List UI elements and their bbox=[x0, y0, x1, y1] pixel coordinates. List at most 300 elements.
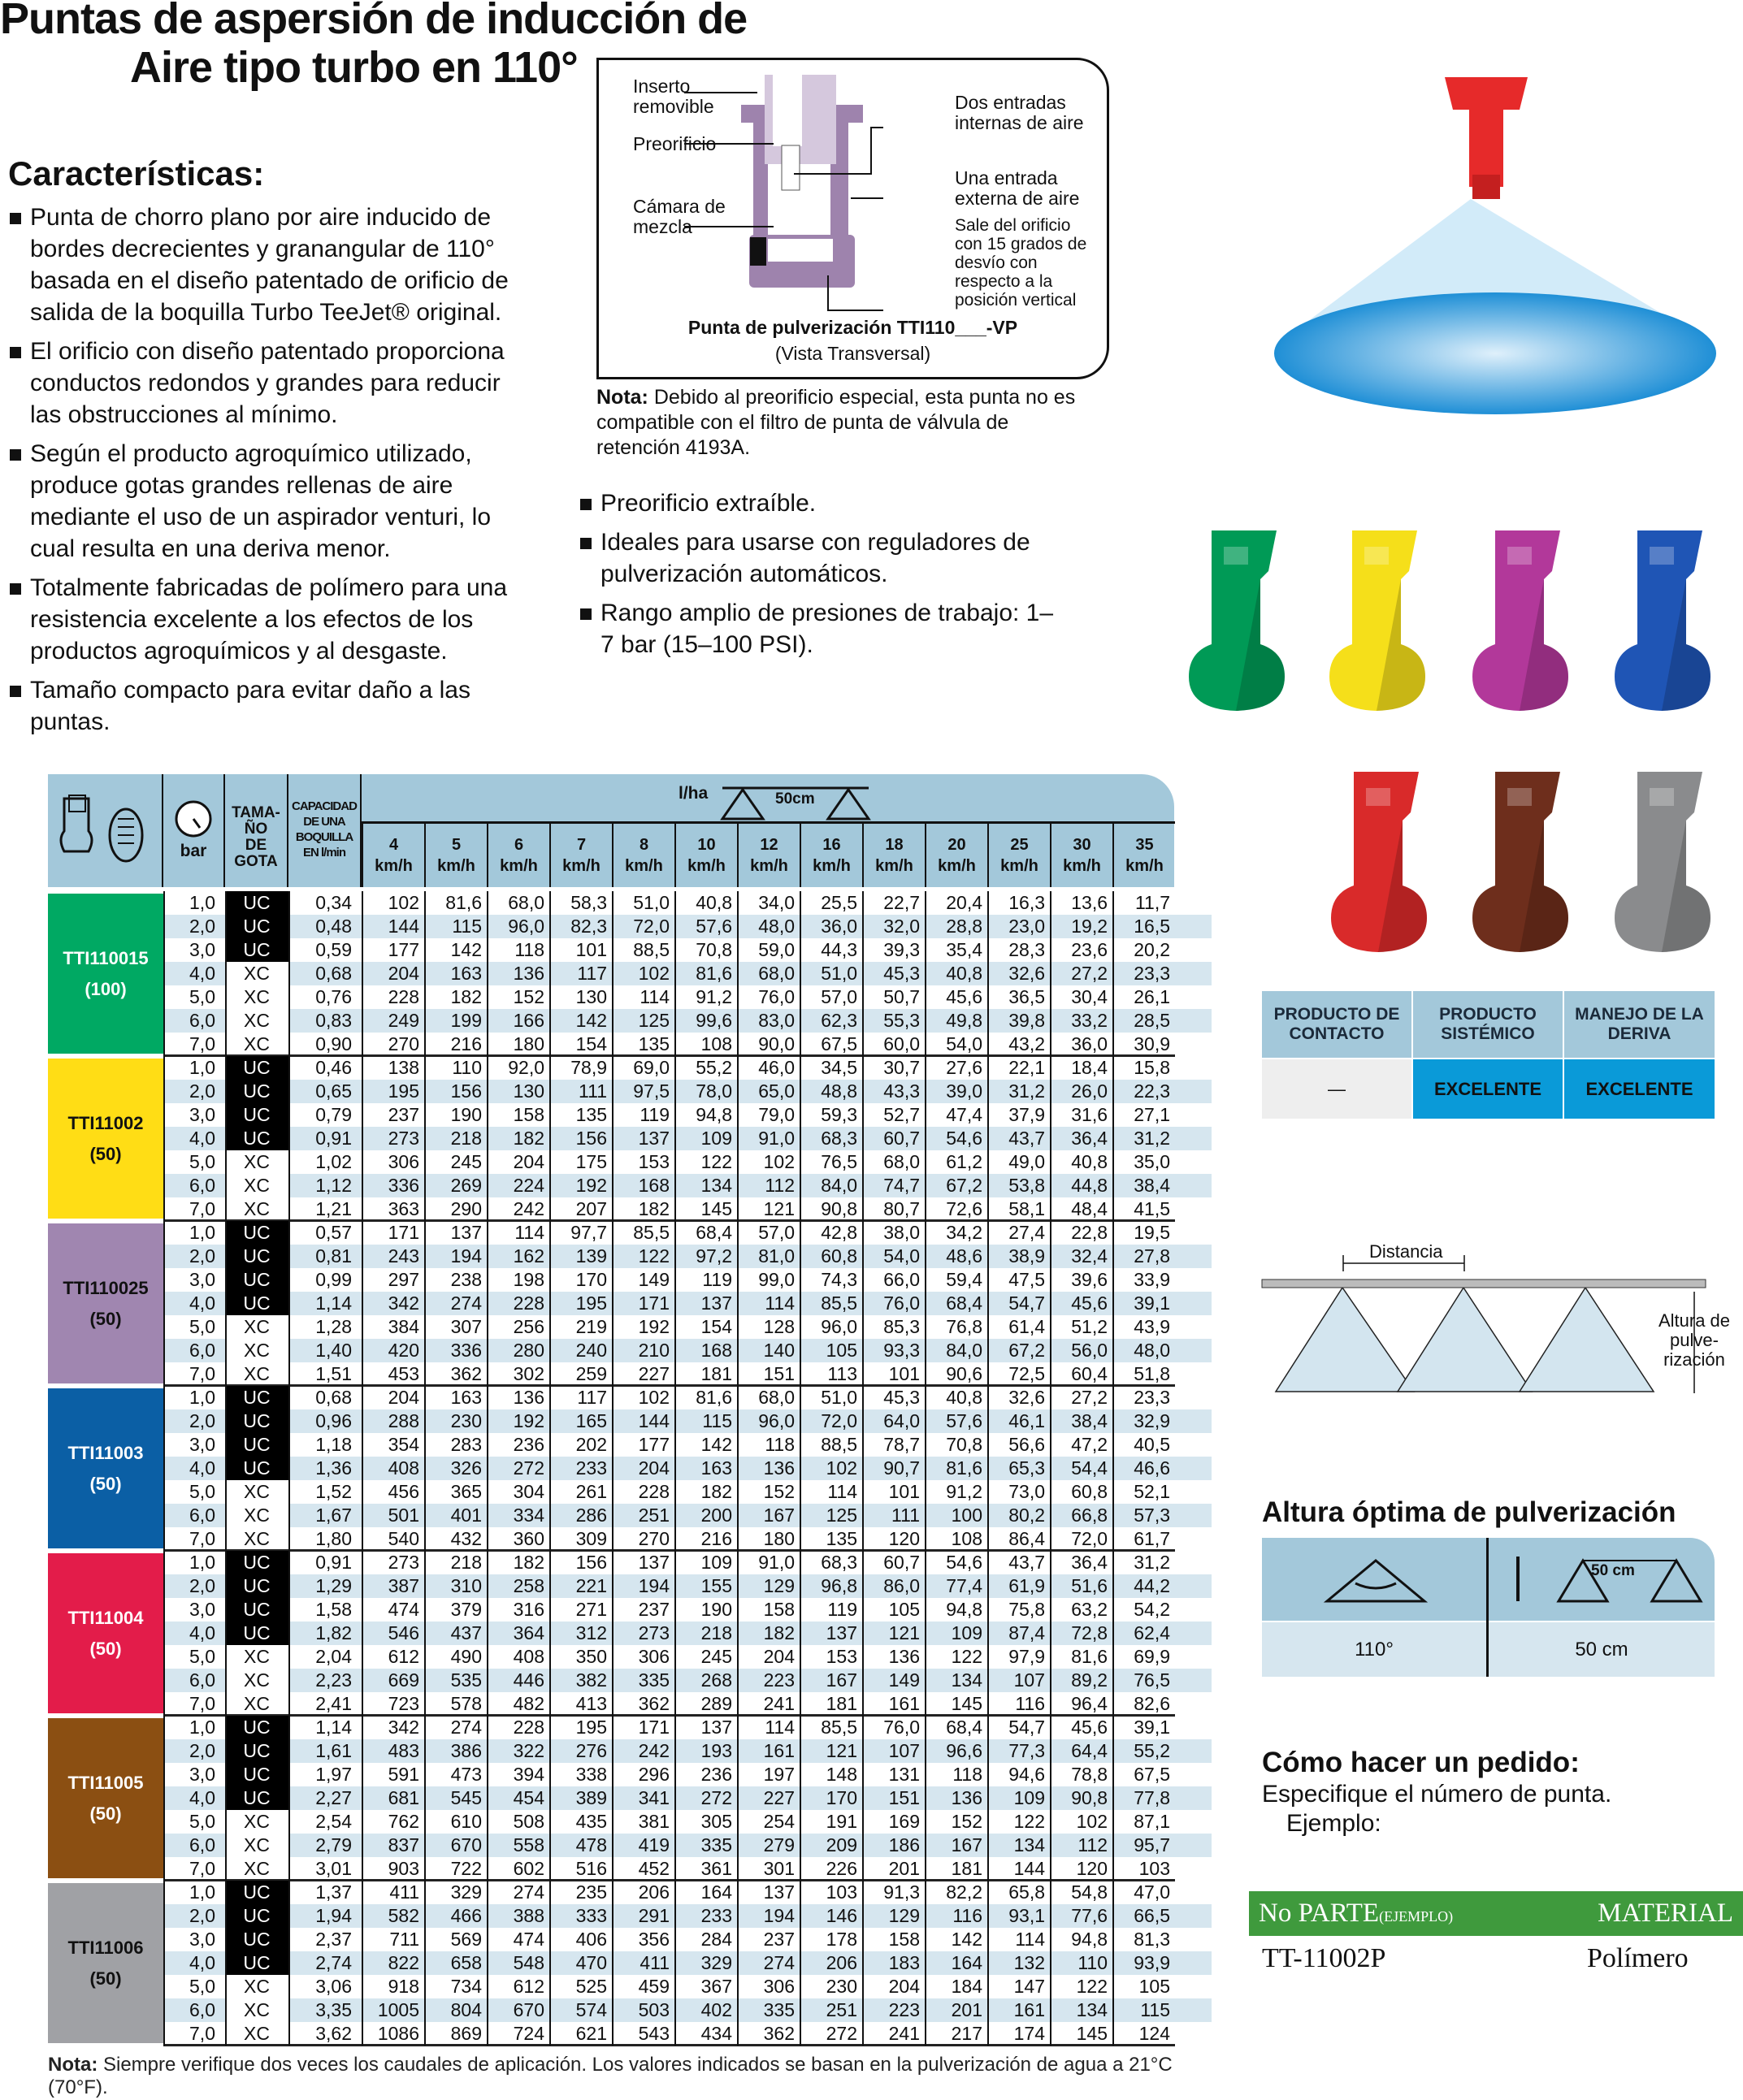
rate-cell: 243 bbox=[388, 1245, 419, 1266]
capacity-cell: 0,68 bbox=[315, 1387, 352, 1408]
speed-value: 16 bbox=[822, 836, 841, 854]
speed-value: 8 bbox=[639, 836, 649, 854]
rate-cell: 85,5 bbox=[821, 1292, 857, 1314]
rate-cell: 94,8 bbox=[946, 1599, 982, 1620]
capacity-cell: 1,40 bbox=[315, 1340, 352, 1361]
rate-cell: 156 bbox=[450, 1080, 482, 1102]
rate-cell: 103 bbox=[826, 1881, 857, 1903]
rate-cell: 1005 bbox=[377, 1999, 419, 2020]
nozzle-label-TTI11005 bbox=[48, 1718, 163, 1878]
rate-cell: 43,9 bbox=[1134, 1316, 1170, 1337]
rate-cell: 112 bbox=[765, 1175, 795, 1196]
page-title-line1: Puntas de aspersión de inducción de bbox=[0, 0, 748, 43]
rate-cell: 80,2 bbox=[1008, 1505, 1045, 1526]
drop-size-cell: XC bbox=[225, 1975, 288, 1998]
capacity-cell: 0,57 bbox=[315, 1222, 352, 1243]
rate-cell: 45,3 bbox=[883, 1387, 920, 1408]
drop-size-cell: UC bbox=[225, 1928, 288, 1951]
rate-cell: 206 bbox=[638, 1881, 670, 1903]
rate-cell: 89,2 bbox=[1071, 1669, 1108, 1691]
optimal-height-header bbox=[1262, 1538, 1715, 1621]
speed-value: 5 bbox=[451, 836, 462, 854]
rate-cell: 408 bbox=[513, 1646, 544, 1667]
capacity-cell: 3,62 bbox=[315, 2023, 352, 2044]
rate-cell: 77,6 bbox=[1071, 1905, 1108, 1926]
rate-cell: 13,6 bbox=[1071, 892, 1108, 913]
pressure-cell: 4,0 bbox=[189, 1457, 215, 1479]
rate-cell: 301 bbox=[763, 1858, 795, 1879]
rate-cell: 658 bbox=[450, 1952, 482, 1973]
pressure-cell: 6,0 bbox=[189, 1999, 215, 2020]
rate-cell: 114 bbox=[1015, 1929, 1045, 1950]
rate-cell: 182 bbox=[700, 1481, 732, 1502]
rate-cell: 96,8 bbox=[821, 1575, 857, 1596]
capacity-cell: 1,21 bbox=[315, 1198, 352, 1219]
rate-cell: 201 bbox=[951, 1999, 982, 2020]
rate-cell: 11,7 bbox=[1134, 892, 1170, 913]
rate-cell: 96,0 bbox=[758, 1410, 795, 1431]
rate-cell: 204 bbox=[513, 1151, 544, 1172]
rate-cell: 804 bbox=[450, 1999, 482, 2020]
rate-cell: 558 bbox=[513, 1834, 544, 1855]
drop-size-cell: UC bbox=[225, 1763, 288, 1786]
rate-cell: 268 bbox=[700, 1669, 732, 1691]
speed-header bbox=[1050, 823, 1112, 887]
rate-cell: 363 bbox=[388, 1198, 419, 1219]
rate-cell: 734 bbox=[450, 1976, 482, 1997]
rate-cell: 101 bbox=[888, 1363, 920, 1384]
drop-size-cell: XC bbox=[225, 1504, 288, 1527]
rate-cell: 237 bbox=[388, 1104, 419, 1125]
rate-cell: 411 bbox=[389, 1881, 419, 1903]
rate-cell: 23,3 bbox=[1134, 1387, 1170, 1408]
rate-cell: 164 bbox=[951, 1952, 982, 1973]
spray-angle-icon bbox=[1319, 1552, 1433, 1609]
rate-cell: 209 bbox=[826, 1834, 857, 1855]
rate-cell: 70,8 bbox=[946, 1434, 982, 1455]
capacity-cell: 3,35 bbox=[315, 1999, 352, 2020]
rate-cell: 364 bbox=[513, 1622, 544, 1643]
optimal-height-values bbox=[1262, 1622, 1715, 1677]
rate-cell: 145 bbox=[1076, 2023, 1108, 2044]
feature-item: Punta de chorro plano por aire inducido de bordes decrecientes y granangular de 110° basada en el diseño patentado de orificio de salida de la boquilla Turbo TeeJet® original. bbox=[8, 201, 528, 328]
rate-cell: 271 bbox=[575, 1599, 607, 1620]
rate-cell: 68,0 bbox=[758, 963, 795, 984]
rate-cell: 470 bbox=[575, 1952, 607, 1973]
rate-cell: 115 bbox=[1140, 1999, 1170, 2020]
label-chamber: Cámara de mezcla bbox=[633, 196, 726, 237]
rate-cell: 118 bbox=[765, 1434, 795, 1455]
rate-cell: 81,3 bbox=[1134, 1929, 1170, 1950]
rate-cell: 388 bbox=[513, 1905, 544, 1926]
pressure-cell: 2,0 bbox=[189, 1905, 215, 1926]
speed-value: 25 bbox=[1010, 836, 1029, 854]
rate-cell: 670 bbox=[513, 1999, 544, 2020]
rate-cell: 60,7 bbox=[883, 1128, 920, 1149]
rate-cell: 362 bbox=[450, 1363, 482, 1384]
rate-cell: 280 bbox=[513, 1340, 544, 1361]
rate-cell: 288 bbox=[388, 1410, 419, 1431]
pressure-cell: 1,0 bbox=[189, 1387, 215, 1408]
rate-cell: 182 bbox=[450, 986, 482, 1007]
rate-cell: 51,2 bbox=[1071, 1316, 1108, 1337]
rate-cell: 274 bbox=[513, 1881, 544, 1903]
rate-cell: 48,0 bbox=[758, 916, 795, 937]
rate-cell: 210 bbox=[638, 1340, 670, 1361]
rate-cell: 27,8 bbox=[1134, 1245, 1170, 1266]
rate-cell: 32,6 bbox=[1008, 1387, 1045, 1408]
rate-cell: 238 bbox=[450, 1269, 482, 1290]
rate-cell: 37,9 bbox=[1008, 1104, 1045, 1125]
rate-cell: 163 bbox=[700, 1457, 732, 1479]
rate-cell: 69,9 bbox=[1134, 1646, 1170, 1667]
rate-cell: 333 bbox=[575, 1905, 607, 1926]
rate-cell: 102 bbox=[826, 1457, 857, 1479]
rate-cell: 36,5 bbox=[1008, 986, 1045, 1007]
capacity-cell: 1,80 bbox=[315, 1528, 352, 1549]
height-label: Altura de pulve-rización bbox=[1658, 1310, 1731, 1370]
rate-cell: 190 bbox=[450, 1104, 482, 1125]
rate-cell: 61,4 bbox=[1008, 1316, 1045, 1337]
rate-cell: 94,8 bbox=[696, 1104, 732, 1125]
drop-size-cell: UC bbox=[225, 1292, 288, 1315]
rate-cell: 218 bbox=[700, 1622, 732, 1643]
speed-header bbox=[737, 823, 800, 887]
rate-cell: 74,7 bbox=[883, 1175, 920, 1196]
rate-cell: 153 bbox=[826, 1646, 857, 1667]
nozzle-mesh: (50) bbox=[89, 1473, 122, 1494]
lha-header: l/ha bbox=[679, 784, 709, 803]
rate-cell: 156 bbox=[575, 1552, 607, 1573]
rate-cell: 256 bbox=[513, 1316, 544, 1337]
speed-unit: km/h bbox=[687, 857, 726, 875]
rate-cell: 76,0 bbox=[883, 1292, 920, 1314]
rate-cell: 466 bbox=[450, 1905, 482, 1926]
rate-cell: 31,2 bbox=[1008, 1080, 1045, 1102]
rate-cell: 198 bbox=[513, 1269, 544, 1290]
rating-value-systemic: EXCELENTE bbox=[1413, 1059, 1563, 1119]
capacity-cell: 1,61 bbox=[315, 1740, 352, 1761]
rating-header-contact: PRODUCTO DE CONTACTO bbox=[1262, 991, 1411, 1058]
rate-cell: 456 bbox=[388, 1481, 419, 1502]
rate-cell: 72,0 bbox=[821, 1410, 857, 1431]
rate-cell: 297 bbox=[388, 1269, 419, 1290]
nozzle-product-image bbox=[1179, 522, 1293, 717]
speed-header bbox=[925, 823, 987, 887]
rate-cell: 918 bbox=[388, 1976, 419, 1997]
rate-cell: 621 bbox=[575, 2023, 607, 2044]
drop-size-cell: UC bbox=[225, 1103, 288, 1127]
rate-cell: 335 bbox=[700, 1834, 732, 1855]
capacity-cell: 2,37 bbox=[315, 1929, 352, 1950]
pressure-cell: 2,0 bbox=[189, 1245, 215, 1266]
rate-cell: 27,1 bbox=[1134, 1104, 1170, 1125]
pressure-cell: 1,0 bbox=[189, 1881, 215, 1903]
rate-cell: 56,6 bbox=[1008, 1434, 1045, 1455]
capacity-cell: 0,91 bbox=[315, 1128, 352, 1149]
rate-cell: 15,8 bbox=[1134, 1057, 1170, 1078]
drop-size-cell: UC bbox=[225, 1056, 288, 1080]
rate-cell: 60,8 bbox=[821, 1245, 857, 1266]
rate-cell: 48,0 bbox=[1134, 1340, 1170, 1361]
rate-cell: 122 bbox=[1013, 1811, 1045, 1832]
rate-cell: 228 bbox=[638, 1481, 670, 1502]
drop-size-cell: XC bbox=[225, 1645, 288, 1669]
drop-size-cell: UC bbox=[225, 1409, 288, 1433]
rate-cell: 175 bbox=[575, 1151, 607, 1172]
rate-cell: 259 bbox=[575, 1363, 607, 1384]
rate-cell: 39,3 bbox=[883, 939, 920, 960]
capacity-cell: 1,58 bbox=[315, 1599, 352, 1620]
rate-cell: 119 bbox=[827, 1599, 857, 1620]
rate-cell: 245 bbox=[450, 1151, 482, 1172]
rate-cell: 367 bbox=[700, 1976, 732, 1997]
pressure-cell: 6,0 bbox=[189, 1340, 215, 1361]
pressure-cell: 5,0 bbox=[189, 1811, 215, 1832]
rate-cell: 43,7 bbox=[1008, 1552, 1045, 1573]
rate-cell: 163 bbox=[450, 1387, 482, 1408]
capacity-cell: 2,74 bbox=[315, 1952, 352, 1973]
rate-cell: 251 bbox=[638, 1505, 670, 1526]
rate-cell: 36,4 bbox=[1071, 1552, 1108, 1573]
speed-unit: km/h bbox=[1063, 857, 1101, 875]
capacity-cell: 1,02 bbox=[315, 1151, 352, 1172]
rate-cell: 258 bbox=[513, 1575, 544, 1596]
rate-cell: 154 bbox=[575, 1033, 607, 1054]
feature-item: Totalmente fabricadas de polímero para una resistencia excelente a los efectos de los productos agroquímicos y al desgaste. bbox=[8, 572, 528, 667]
spacing-header: 50cm bbox=[775, 790, 815, 808]
rate-cell: 591 bbox=[388, 1764, 419, 1785]
speed-unit: km/h bbox=[1000, 857, 1038, 875]
rate-cell: 548 bbox=[513, 1952, 544, 1973]
rate-cell: 76,0 bbox=[883, 1717, 920, 1738]
rate-cell: 218 bbox=[450, 1552, 482, 1573]
rate-cell: 144 bbox=[638, 1410, 670, 1431]
rate-cell: 22,1 bbox=[1008, 1057, 1045, 1078]
rate-cell: 78,8 bbox=[1071, 1764, 1108, 1785]
rate-cell: 42,8 bbox=[821, 1222, 857, 1243]
rate-cell: 95,7 bbox=[1134, 1834, 1170, 1855]
rate-cell: 60,7 bbox=[883, 1552, 920, 1573]
rate-cell: 191 bbox=[826, 1811, 857, 1832]
rate-cell: 284 bbox=[700, 1929, 732, 1950]
rate-cell: 100 bbox=[951, 1505, 982, 1526]
rate-cell: 129 bbox=[888, 1905, 920, 1926]
rate-cell: 54,6 bbox=[946, 1128, 982, 1149]
drop-size-cell: UC bbox=[225, 1457, 288, 1480]
pressure-cell: 5,0 bbox=[189, 1646, 215, 1667]
rate-cell: 218 bbox=[450, 1128, 482, 1149]
rate-cell: 54,4 bbox=[1071, 1457, 1108, 1479]
rate-cell: 151 bbox=[763, 1363, 795, 1384]
rate-cell: 93,1 bbox=[1008, 1905, 1045, 1926]
speed-unit: km/h bbox=[813, 857, 851, 875]
rate-cell: 145 bbox=[951, 1693, 982, 1714]
rate-cell: 78,0 bbox=[696, 1080, 732, 1102]
speed-unit: km/h bbox=[625, 857, 663, 875]
rate-cell: 406 bbox=[575, 1929, 607, 1950]
rate-cell: 574 bbox=[575, 1999, 607, 2020]
rate-cell: 57,0 bbox=[821, 986, 857, 1007]
rate-cell: 43,3 bbox=[883, 1080, 920, 1102]
rate-cell: 190 bbox=[700, 1599, 732, 1620]
rate-cell: 151 bbox=[888, 1787, 920, 1808]
speed-header bbox=[424, 823, 487, 887]
rate-cell: 53,8 bbox=[1008, 1175, 1045, 1196]
rate-cell: 356 bbox=[638, 1929, 670, 1950]
rate-cell: 81,0 bbox=[758, 1245, 795, 1266]
rate-cell: 137 bbox=[638, 1128, 670, 1149]
drop-size-cell: UC bbox=[225, 1786, 288, 1810]
spacing-height-icon bbox=[1502, 1552, 1705, 1609]
capacity-cell: 0,96 bbox=[315, 1410, 352, 1431]
rate-cell: 81,6 bbox=[946, 1457, 982, 1479]
rate-cell: 182 bbox=[513, 1128, 544, 1149]
rate-cell: 54,2 bbox=[1134, 1599, 1170, 1620]
rate-cell: 44,3 bbox=[821, 939, 857, 960]
rate-cell: 273 bbox=[388, 1552, 419, 1573]
rate-cell: 114 bbox=[765, 1717, 795, 1738]
rate-cell: 130 bbox=[575, 986, 607, 1007]
rate-cell: 170 bbox=[826, 1787, 857, 1808]
rate-cell: 137 bbox=[638, 1552, 670, 1573]
rate-cell: 108 bbox=[700, 1033, 732, 1054]
rate-cell: 334 bbox=[513, 1505, 544, 1526]
pressure-cell: 5,0 bbox=[189, 1151, 215, 1172]
rate-cell: 335 bbox=[763, 1999, 795, 2020]
rate-cell: 105 bbox=[1138, 1976, 1170, 1997]
drop-size-cell: UC bbox=[225, 938, 288, 962]
rate-cell: 228 bbox=[388, 986, 419, 1007]
pressure-cell: 6,0 bbox=[189, 1669, 215, 1691]
spacing-label: 50 cm bbox=[1591, 1562, 1635, 1579]
rate-cell: 181 bbox=[700, 1363, 732, 1384]
drop-size-cell: XC bbox=[225, 1480, 288, 1504]
label-insert: Inserto removible bbox=[633, 76, 714, 117]
pressure-cell: 2,0 bbox=[189, 916, 215, 937]
rate-cell: 67,5 bbox=[1134, 1764, 1170, 1785]
drop-size-cell: XC bbox=[225, 985, 288, 1009]
rate-cell: 342 bbox=[388, 1717, 419, 1738]
rate-cell: 39,1 bbox=[1134, 1717, 1170, 1738]
drop-size-cell: XC bbox=[225, 1810, 288, 1834]
rate-cell: 99,0 bbox=[758, 1269, 795, 1290]
rate-cell: 309 bbox=[575, 1528, 607, 1549]
rate-cell: 35,0 bbox=[1134, 1151, 1170, 1172]
rate-cell: 34,2 bbox=[946, 1222, 982, 1243]
rate-cell: 76,5 bbox=[1134, 1669, 1170, 1691]
nozzle-product-image bbox=[1321, 764, 1435, 959]
rate-cell: 90,0 bbox=[758, 1033, 795, 1054]
capacity-cell: 3,01 bbox=[315, 1858, 352, 1879]
rate-cell: 154 bbox=[700, 1316, 732, 1337]
diagram-caption: Punta de pulverización TTI110___-VP bbox=[687, 317, 1018, 338]
rate-cell: 286 bbox=[575, 1505, 607, 1526]
rate-cell: 152 bbox=[763, 1481, 795, 1502]
rate-cell: 204 bbox=[388, 1387, 419, 1408]
pressure-cell: 2,0 bbox=[189, 1080, 215, 1102]
rate-cell: 66,5 bbox=[1134, 1905, 1170, 1926]
spray-pattern-image bbox=[1260, 77, 1731, 418]
nozzle-name: TTI110015 bbox=[63, 947, 149, 968]
drop-size-cell: XC bbox=[225, 1998, 288, 2022]
rate-cell: 170 bbox=[575, 1269, 607, 1290]
rate-cell: 272 bbox=[513, 1457, 544, 1479]
rate-cell: 20,2 bbox=[1134, 939, 1170, 960]
nozzle-label-TTI11002 bbox=[48, 1059, 163, 1219]
rate-cell: 102 bbox=[388, 892, 419, 913]
rate-cell: 27,2 bbox=[1071, 1387, 1108, 1408]
rate-cell: 30,4 bbox=[1071, 986, 1108, 1007]
rate-cell: 107 bbox=[1013, 1669, 1045, 1691]
rate-cell: 342 bbox=[388, 1292, 419, 1314]
rate-cell: 57,6 bbox=[946, 1410, 982, 1431]
capacity-cell: 1,14 bbox=[315, 1717, 352, 1738]
rate-cell: 46,6 bbox=[1134, 1457, 1170, 1479]
rate-cell: 137 bbox=[700, 1717, 732, 1738]
rate-cell: 69,0 bbox=[633, 1057, 670, 1078]
rate-cell: 217 bbox=[951, 2023, 982, 2044]
rate-cell: 233 bbox=[575, 1457, 607, 1479]
rate-cell: 241 bbox=[888, 2023, 920, 2044]
rate-cell: 90,6 bbox=[946, 1363, 982, 1384]
rate-cell: 40,8 bbox=[1071, 1151, 1108, 1172]
pressure-cell: 7,0 bbox=[189, 1033, 215, 1054]
rate-cell: 219 bbox=[575, 1316, 607, 1337]
rate-cell: 142 bbox=[575, 1010, 607, 1031]
pressure-cell: 2,0 bbox=[189, 1575, 215, 1596]
rate-cell: 869 bbox=[450, 2023, 482, 2044]
rate-cell: 180 bbox=[763, 1528, 795, 1549]
rate-cell: 26,0 bbox=[1071, 1080, 1108, 1102]
rate-cell: 120 bbox=[1076, 1858, 1108, 1879]
rate-cell: 270 bbox=[388, 1033, 419, 1054]
rate-cell: 274 bbox=[763, 1952, 795, 1973]
rate-cell: 182 bbox=[638, 1198, 670, 1219]
capacity-cell: 0,90 bbox=[315, 1033, 352, 1054]
rate-cell: 88,5 bbox=[821, 1434, 857, 1455]
rate-cell: 174 bbox=[1013, 2023, 1045, 2044]
rate-cell: 101 bbox=[575, 939, 607, 960]
rate-cell: 195 bbox=[575, 1292, 607, 1314]
rate-cell: 78,9 bbox=[570, 1057, 607, 1078]
rate-cell: 610 bbox=[450, 1811, 482, 1832]
rate-cell: 38,4 bbox=[1134, 1175, 1170, 1196]
rate-cell: 70,8 bbox=[696, 939, 732, 960]
rate-cell: 58,3 bbox=[570, 892, 607, 913]
pressure-cell: 7,0 bbox=[189, 1363, 215, 1384]
rate-cell: 61,7 bbox=[1134, 1528, 1170, 1549]
rate-cell: 56,0 bbox=[1071, 1340, 1108, 1361]
drop-size-cell: XC bbox=[225, 1362, 288, 1386]
rate-cell: 204 bbox=[763, 1646, 795, 1667]
rate-cell: 39,0 bbox=[946, 1080, 982, 1102]
rate-cell: 66,8 bbox=[1071, 1505, 1108, 1526]
rate-cell: 39,8 bbox=[1008, 1010, 1045, 1031]
rate-cell: 35,4 bbox=[946, 939, 982, 960]
rate-cell: 382 bbox=[575, 1669, 607, 1691]
feature-item: Rango amplio de presiones de trabajo: 1–7 bar (15–100 PSI). bbox=[579, 597, 1066, 660]
rate-cell: 180 bbox=[513, 1033, 544, 1054]
speed-header bbox=[487, 823, 549, 887]
rate-cell: 115 bbox=[702, 1410, 732, 1431]
drop-size-cell: XC bbox=[225, 1315, 288, 1339]
rate-cell: 316 bbox=[513, 1599, 544, 1620]
speed-header bbox=[674, 823, 737, 887]
rate-cell: 322 bbox=[513, 1740, 544, 1761]
rate-cell: 136 bbox=[513, 1387, 544, 1408]
rate-cell: 762 bbox=[388, 1811, 419, 1832]
